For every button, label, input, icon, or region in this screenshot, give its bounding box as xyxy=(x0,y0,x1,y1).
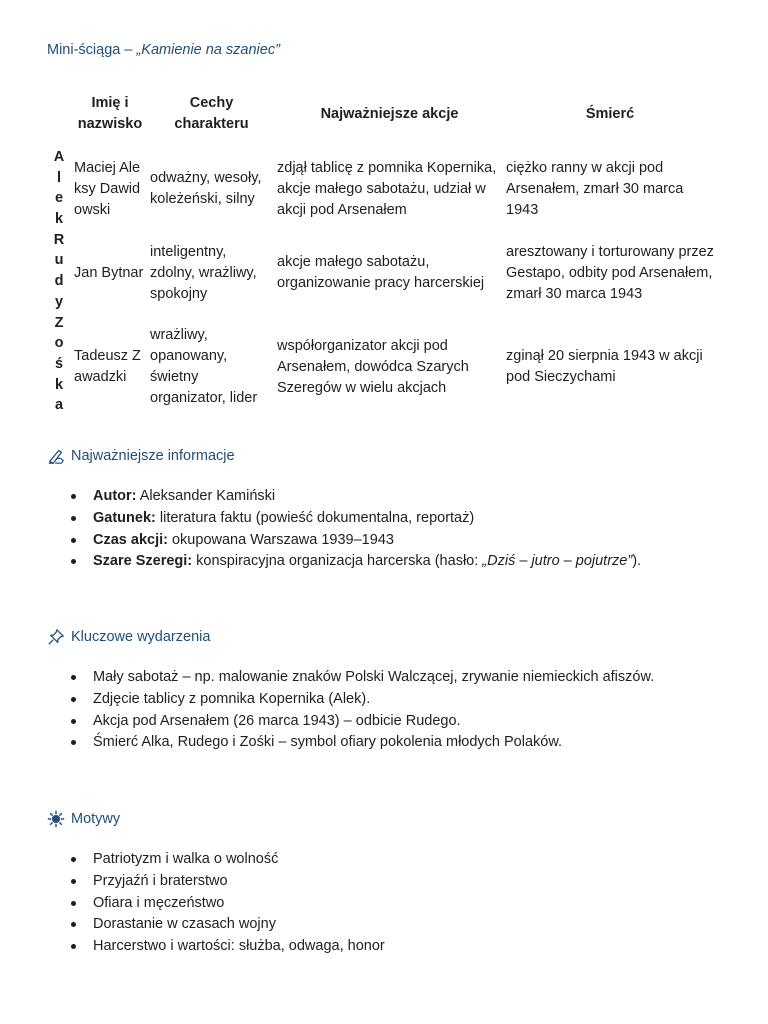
sun-icon xyxy=(47,810,65,828)
vertical-letter: A xyxy=(53,149,65,165)
vertical-letter: k xyxy=(54,211,64,228)
header-name: Imię i nazwisko xyxy=(77,95,143,132)
vertical-letter: l xyxy=(56,169,62,186)
vertical-letter: ś xyxy=(54,355,64,372)
vertical-letters xyxy=(46,147,72,416)
page-title xyxy=(47,42,280,58)
row-name: Jan Bytnar xyxy=(74,264,144,281)
title-prefix: Mini-ściąga – xyxy=(47,42,137,58)
motifs-list xyxy=(71,849,385,958)
table-row xyxy=(46,147,716,231)
pushpin-icon xyxy=(47,628,65,646)
info-heading-label: Najważniejsze informacje xyxy=(71,448,235,464)
vertical-letter: e xyxy=(54,190,64,207)
motifs-heading xyxy=(47,810,120,828)
header-actions: Najważniejsze akcje xyxy=(320,105,459,122)
row-death: aresztowany i torturowany przez Gestapo, odbity pod Arsenałem, zmarł 30 marca 1943 xyxy=(506,243,714,302)
info-heading xyxy=(47,447,235,465)
row-actions: akcje małego sabotażu, organizowanie pracy harcerskiej xyxy=(277,254,485,291)
list-item: Śmierć Alka, Rudego i Zośki – symbol ofiary pokolenia młodych Polaków. xyxy=(71,732,654,754)
characters-table xyxy=(46,81,716,419)
row-death: zginął 20 sierpnia 1943 w akcji pod Sieczychami xyxy=(506,348,703,385)
list-item: Patriotyzm i walka o wolność xyxy=(71,849,385,871)
vertical-letter: d xyxy=(54,273,64,290)
events-heading-label: Kluczowe wydarzenia xyxy=(71,629,211,645)
list-item: Harcerstwo i wartości: służba, odwaga, honor xyxy=(71,936,385,958)
table-row xyxy=(46,315,716,419)
list-item: Gatunek: literatura faktu (powieść dokumentalna, reportaż) xyxy=(71,508,641,530)
title-work: „Kamienie na szaniec” xyxy=(136,42,280,58)
vertical-letter: Z xyxy=(54,314,64,331)
table-header-row xyxy=(46,81,716,147)
table-row xyxy=(46,231,716,315)
list-item: Przyjaźń i braterstwo xyxy=(71,871,385,893)
row-actions: zdjął tablicę z pomnika Kopernika, akcje małego sabotażu, udział w akcji pod Arsenałem xyxy=(277,159,497,218)
list-item: Dorastanie w czasach wojny xyxy=(71,914,385,936)
vertical-letter: R xyxy=(53,231,65,248)
vertical-letter: y xyxy=(54,293,64,310)
vertical-letter: o xyxy=(54,335,64,352)
writing-hand-icon xyxy=(47,447,65,465)
events-heading xyxy=(47,628,210,646)
vertical-letter: a xyxy=(54,397,64,414)
vertical-names xyxy=(46,147,72,419)
list-item: Ofiara i męczeństwo xyxy=(71,893,385,915)
events-list xyxy=(71,667,654,754)
info-list xyxy=(71,486,641,573)
vertical-letter: k xyxy=(54,376,64,393)
row-traits: odważny, wesoły, koleżeński, silny xyxy=(150,170,262,207)
row-traits: wrażliwy, opanowany, świetny organizator, lider xyxy=(150,327,258,406)
header-empty xyxy=(46,81,72,147)
list-item: Mały sabotaż – np. malowanie znaków Polski Walczącej, zrywanie niemieckich afiszów. xyxy=(71,667,654,689)
row-traits: inteligentny, zdolny, wrażliwy, spokojny xyxy=(150,243,257,302)
header-death: Śmierć xyxy=(585,105,635,122)
row-death: ciężko ranny w akcji pod Arsenałem, zmarł 30 marca 1943 xyxy=(506,159,684,218)
list-item: Autor: Aleksander Kamiński xyxy=(71,486,641,508)
row-name: Maciej Aleksy Dawidowski xyxy=(74,159,141,218)
header-traits: Cechy charakteru xyxy=(174,95,249,132)
motifs-heading-label: Motywy xyxy=(71,811,121,827)
list-item: Szare Szeregi: konspiracyjna organizacja harcerska (hasło: „Dziś – jutro – pojutrze”). xyxy=(71,551,641,573)
list-item: Czas akcji: okupowana Warszawa 1939–1943 xyxy=(71,530,641,552)
row-actions: współorganizator akcji pod Arsenałem, dowódca Szarych Szeregów w wielu akcjach xyxy=(277,337,469,396)
list-item: Akcja pod Arsenałem (26 marca 1943) – odbicie Rudego. xyxy=(71,711,654,733)
vertical-letter: u xyxy=(54,252,64,269)
row-name: Tadeusz Zawadzki xyxy=(74,348,141,385)
list-item: Zdjęcie tablicy z pomnika Kopernika (Alek). xyxy=(71,689,654,711)
